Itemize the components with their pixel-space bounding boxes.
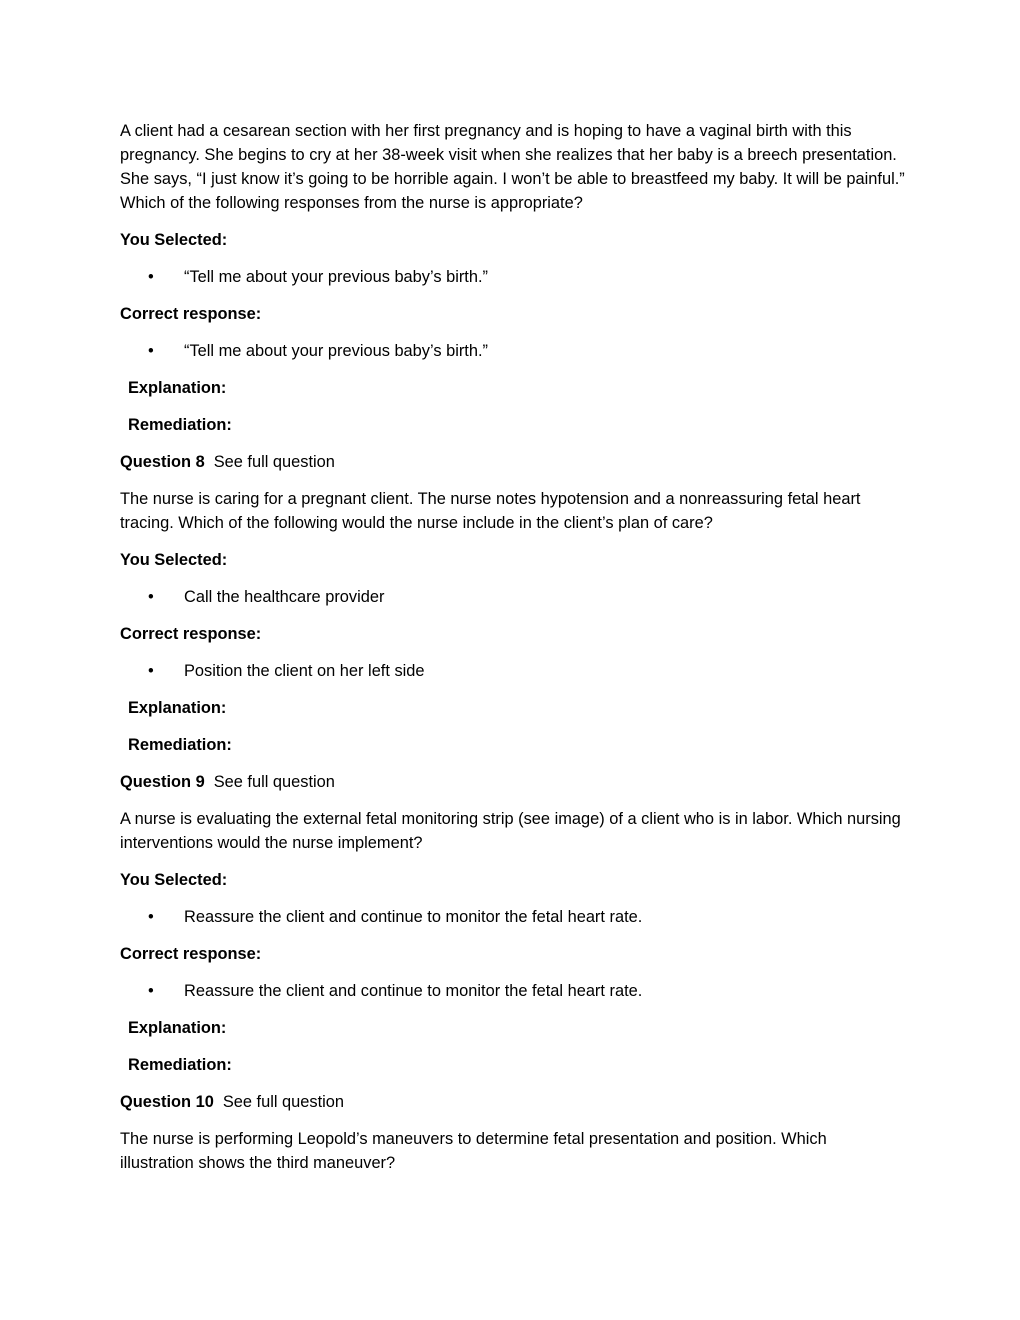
q7-selected-answer-text: “Tell me about your previous baby’s birth.” [184, 268, 488, 286]
q8-remediation-label: Remediation: [128, 736, 232, 754]
q8-correct-answer [120, 659, 905, 683]
question-9-title: Question 9 [120, 773, 205, 791]
question-7-stem: A client had a cesarean section with her first pregnancy and is hoping to have a vaginal birth with this pregnancy. She begins to cry at her 38-week visit when she realizes that her baby is a breech presentation. She says, “I just know it’s going to be horrible again. I won’t be able to breastfeed my baby. It will be painful.” Which of the following responses from the nurse is appropriate? [120, 122, 905, 212]
question-8-stem: The nurse is caring for a pregnant client. The nurse notes hypotension and a nonreassuring fetal heart tracing. Which of the following would the nurse include in the client’s plan of care? [120, 490, 861, 532]
q8-correct-answer-text: Position the client on her left side [184, 662, 425, 680]
q9-correct-answer [120, 979, 905, 1003]
bullet-icon: • [148, 588, 154, 606]
q8-selected-answer [120, 585, 905, 609]
document-page [120, 119, 905, 1188]
q7-correct-answer [120, 339, 905, 363]
q9-correct-answer-text: Reassure the client and continue to monitor the fetal heart rate. [184, 982, 643, 1000]
q9-explanation-label: Explanation: [128, 1019, 227, 1037]
bullet-icon: • [148, 982, 154, 1000]
q9-see-full-question-link[interactable]: See full question [213, 773, 335, 791]
bullet-icon: • [148, 342, 154, 360]
q9-selected-answer-text: Reassure the client and continue to monitor the fetal heart rate. [184, 908, 643, 926]
question-10-title: Question 10 [120, 1093, 214, 1111]
question-9-stem: A nurse is evaluating the external fetal monitoring strip (see image) of a client who is in labor. Which nursing interventions would the nurse implement? [120, 810, 901, 852]
q9-correct-response-label: Correct response: [120, 945, 262, 963]
question-10-header [120, 1090, 905, 1114]
q8-explanation-label: Explanation: [128, 699, 227, 717]
q7-selected-answer [120, 265, 905, 289]
q9-selected-answer [120, 905, 905, 929]
bullet-icon: • [148, 662, 154, 680]
q7-explanation-label: Explanation: [128, 379, 227, 397]
q9-you-selected-label: You Selected: [120, 871, 228, 889]
question-8-title: Question 8 [120, 453, 205, 471]
q8-you-selected-label: You Selected: [120, 551, 228, 569]
q9-remediation-label: Remediation: [128, 1056, 232, 1074]
question-9-header [120, 770, 905, 794]
bullet-icon: • [148, 908, 154, 926]
q7-remediation-label: Remediation: [128, 416, 232, 434]
q7-correct-answer-text: “Tell me about your previous baby’s birth.” [184, 342, 488, 360]
q8-see-full-question-link[interactable]: See full question [213, 453, 335, 471]
q8-selected-answer-text: Call the healthcare provider [184, 588, 385, 606]
question-10-stem: The nurse is performing Leopold’s maneuvers to determine fetal presentation and position. Which illustration shows the third maneuver? [120, 1130, 827, 1172]
q8-correct-response-label: Correct response: [120, 625, 262, 643]
q7-you-selected-label: You Selected: [120, 231, 228, 249]
q10-see-full-question-link[interactable]: See full question [222, 1093, 345, 1111]
bullet-icon: • [148, 268, 154, 286]
question-8-header [120, 450, 905, 474]
q7-correct-response-label: Correct response: [120, 305, 262, 323]
